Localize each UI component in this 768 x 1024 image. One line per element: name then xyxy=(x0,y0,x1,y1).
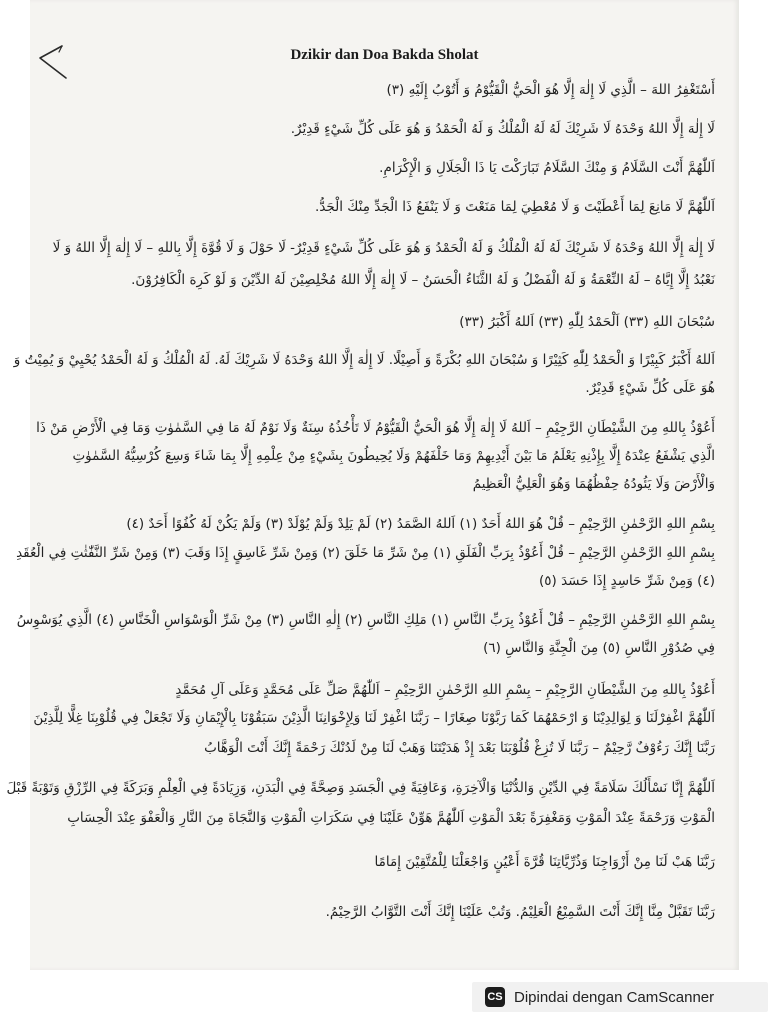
text-line: اَللّٰهُمَّ لَا مَانِعَ لِمَا أَعْطَيْتَ وَ لَا مُعْطِيَ لِمَا مَنَعْتَ وَ لَا يَنْفَعُ ذَا الْجَدِّ مِنْكَ الْجَدُّ. xyxy=(315,199,715,215)
watermark-text: Dipindai dengan CamScanner xyxy=(514,988,715,1006)
text-line: اَللّٰهُمَّ اغْفِرْلَنَا وَ لِوَالِدِيْنَا وَ ارْحَمْهُمَا كَمَا رَبَّوْنَا صِغَارًا – رَبَّنَا اغْفِرْ لَنَا وَلِإِخْوَانِنَا الَّذِيْنَ سَبَقُوْنَا بِالْإِيْمَانِ وَلَا تَجْعَلْ فِي قُلُوْبِنَا غِلًّا لِلَّذِيْنَ xyxy=(33,710,715,726)
text-line: الَّذِي يَشْفَعُ عِنْدَهُ إِلَّا بِإِذْنِهِ يَعْلَمُ مَا بَيْنَ أَيْدِيهِمْ وَمَا خَلْفَهُمْ وَلَا يُحِيطُونَ بِشَيْءٍ مِنْ عِلْمِهِ إِلَّا بِمَا شَاءَ وَسِعَ كُرْسِيُّهُ السَّمٰوٰتِ xyxy=(72,448,715,464)
page-title: Dzikir dan Doa Bakda Sholat xyxy=(290,47,479,63)
text-line: اَللهُ أَكْبَرُ كَبِيْرًا وَ الْحَمْدُ لِلّٰهِ كَثِيْرًا وَ سُبْحَانَ اللهِ بُكْرَةً وَ أَصِيْلًا. لَا إِلٰهَ إِلَّا اللهُ وَحْدَهُ لَا شَرِيْكَ لَهُ. لَهُ الْمُلْكُ وَ لَهُ الْحَمْدُ يُحْيِيْ وَ يُمِيْتُ وَ xyxy=(13,352,715,368)
text-line: بِسْمِ اللهِ الرَّحْمٰنِ الرَّحِيْمِ – قُلْ هُوَ اللهُ أَحَدٌ (١) اَللهُ الصَّمَدُ (٢) لَمْ يَلِدْ وَلَمْ يُوْلَدْ (٣) وَلَمْ يَكُنْ لَهُ كُفُوًا أَحَدٌ (٤) xyxy=(126,516,715,532)
text-line: أَعُوْذُ بِاللهِ مِنَ الشَّيْطَانِ الرَّجِيْمِ – بِسْمِ اللهِ الرَّحْمٰنِ الرَّحِيْمِ – اَللّٰهُمَّ صَلِّ عَلَى مُحَمَّدٍ وَعَلَى آلِ مُحَمَّدٍ xyxy=(175,682,715,698)
camscanner-logo-icon: CS xyxy=(485,987,505,1007)
text-line: رَبَّنَا إِنَّكَ رَءُوْفٌ رَّحِيْمٌ – رَبَّنَا لَا تُزِغْ قُلُوْبَنَا بَعْدَ إِذْ هَدَيْتَنَا وَهَبْ لَنَا مِنْ لَدُنْكَ رَحْمَةً إِنَّكَ أَنْتَ الْوَهَّابُ xyxy=(204,740,715,756)
text-line: بِسْمِ اللهِ الرَّحْمٰنِ الرَّحِيْمِ – قُلْ أَعُوْذُ بِرَبِّ النَّاسِ (١) مَلِكِ النَّاسِ (٢) إِلٰهِ النَّاسِ (٣) مِنْ شَرِّ الْوَسْوَاسِ الْخَنَّاسِ (٤) الَّذِي يُوَسْوِسُ xyxy=(16,612,715,628)
text-line: بِسْمِ اللهِ الرَّحْمٰنِ الرَّحِيْمِ – قُلْ أَعُوْذُ بِرَبِّ الْفَلَقِ (١) مِنْ شَرِّ مَا خَلَقَ (٢) وَمِنْ شَرِّ غَاسِقٍ إِذَا وَقَبَ (٣) وَمِنْ شَرِّ النَّفّٰثٰتِ فِي الْعُقَدِ xyxy=(16,545,715,561)
camscanner-watermark xyxy=(472,982,768,1012)
text-line: أَسْتَغْفِرُ اللهَ – الَّذِي لَا إِلٰهَ إِلَّا هُوَ الْحَيُّ الْقَيُّوْمُ وَ أَتُوْبُ إِلَيْهِ (٣) xyxy=(386,82,715,98)
text-line: نَعْبُدُ إِلَّا إِيَّاهُ – لَهُ النِّعْمَةُ وَ لَهُ الْفَضْلُ وَ لَهُ الثَّنَاءُ الْحَسَنُ – لَا إِلٰهَ إِلَّا اللهُ مُخْلِصِيْنَ لَهُ الدِّيْنَ وَ لَوْ كَرِهَ الْكَافِرُوْنَ. xyxy=(131,272,715,288)
text-line: اَللّٰهُمَّ أَنْتَ السَّلَامُ وَ مِنْكَ السَّلَامُ تَبَارَكْتَ يَا ذَا الْجَلَالِ وَ الْإِكْرَامِ. xyxy=(379,160,715,176)
text-line: لَا إِلٰهَ إِلَّا اللهُ وَحْدَهُ لَا شَرِيْكَ لَهُ لَهُ الْمُلْكُ وَ لَهُ الْحَمْدُ وَ هُوَ عَلَى كُلِّ شَيْءٍ قَدِيْرٌ- لَا حَوْلَ وَ لَا قُوَّةَ إِلَّا بِاللهِ – لَا إِلٰهَ إِلَّا اللهُ وَ لَا xyxy=(52,240,715,256)
text-line: سُبْحَانَ اللهِ (٣٣) اَلْحَمْدُ لِلّٰهِ (٣٣) اَللهُ أَكْبَرُ (٣٣) xyxy=(459,314,715,330)
text-line: فِي صُدُوْرِ النَّاسِ (٥) مِنَ الْجِنَّةِ وَالنَّاسِ (٦) xyxy=(483,640,715,656)
text-line: الْمَوْتِ وَرَحْمَةً عِنْدَ الْمَوْتِ وَمَغْفِرَةً بَعْدَ الْمَوْتِ اَللّٰهُمَّ هَوِّنْ عَلَيْنَا فِي سَكَرَاتِ الْمَوْتِ وَالنَّجَاةَ مِنَ النَّارِ وَالْعَفْوَ عِنْدَ الْحِسَابِ xyxy=(67,810,715,826)
text-line: وَالْأَرْضَ وَلَا يَئُودُهُ حِفْظُهُمَا وَهُوَ الْعَلِيُّ الْعَظِيمُ xyxy=(472,476,715,492)
text-line: هُوَ عَلَى كُلِّ شَيْءٍ قَدِيْرٌ. xyxy=(585,380,715,396)
text-line: رَبَّنَا تَقَبَّلْ مِنَّا إِنَّكَ أَنْتَ السَّمِيْعُ الْعَلِيْمُ. وَتُبْ عَلَيْنَا إِنَّكَ أَنْتَ التَّوَّابُ الرَّحِيْمُ. xyxy=(325,904,715,920)
text-line: رَبَّنَا هَبْ لَنَا مِنْ أَزْوَاجِنَا وَذُرِّيَّاتِنَا قُرَّةَ أَعْيُنٍ وَاجْعَلْنَا لِلْمُتَّقِيْنَ إِمَامًا xyxy=(374,854,715,870)
scanned-page xyxy=(6,0,739,970)
text-line: اَللّٰهُمَّ إِنَّا نَسْأَلُكَ سَلَامَةً فِي الدِّيْنِ وَالدُّنْيَا وَالْآخِرَةِ، وَعَافِيَةً فِي الْجَسَدِ وَصِحَّةً فِي الْبَدَنِ، وَزِيَادَةً فِي الْعِلْمِ وَبَرَكَةً فِي الرِّزْقِ وَتَوْبَةً قَبْلَ xyxy=(6,780,715,796)
text-line: (٤) وَمِنْ شَرِّ حَاسِدٍ إِذَا حَسَدَ (٥) xyxy=(538,573,715,589)
text-line: لَا إِلٰهَ إِلَّا اللهُ وَحْدَهُ لَا شَرِيْكَ لَهُ لَهُ الْمُلْكُ وَ لَهُ الْحَمْدُ وَ هُوَ عَلَى كُلِّ شَيْءٍ قَدِيْرٌ. xyxy=(290,121,715,137)
text-line: أَعُوْذُ بِاللهِ مِنَ الشَّيْطَانِ الرَّجِيْمِ – اَللهُ لَا إِلٰهَ إِلَّا هُوَ الْحَيُّ الْقَيُّوْمُ لَا تَأْخُذُهُ سِنَةٌ وَلَا نَوْمٌ لَهُ مَا فِي السَّمٰوٰتِ وَمَا فِي الْأَرْضِ مَنْ ذَا xyxy=(36,420,715,436)
